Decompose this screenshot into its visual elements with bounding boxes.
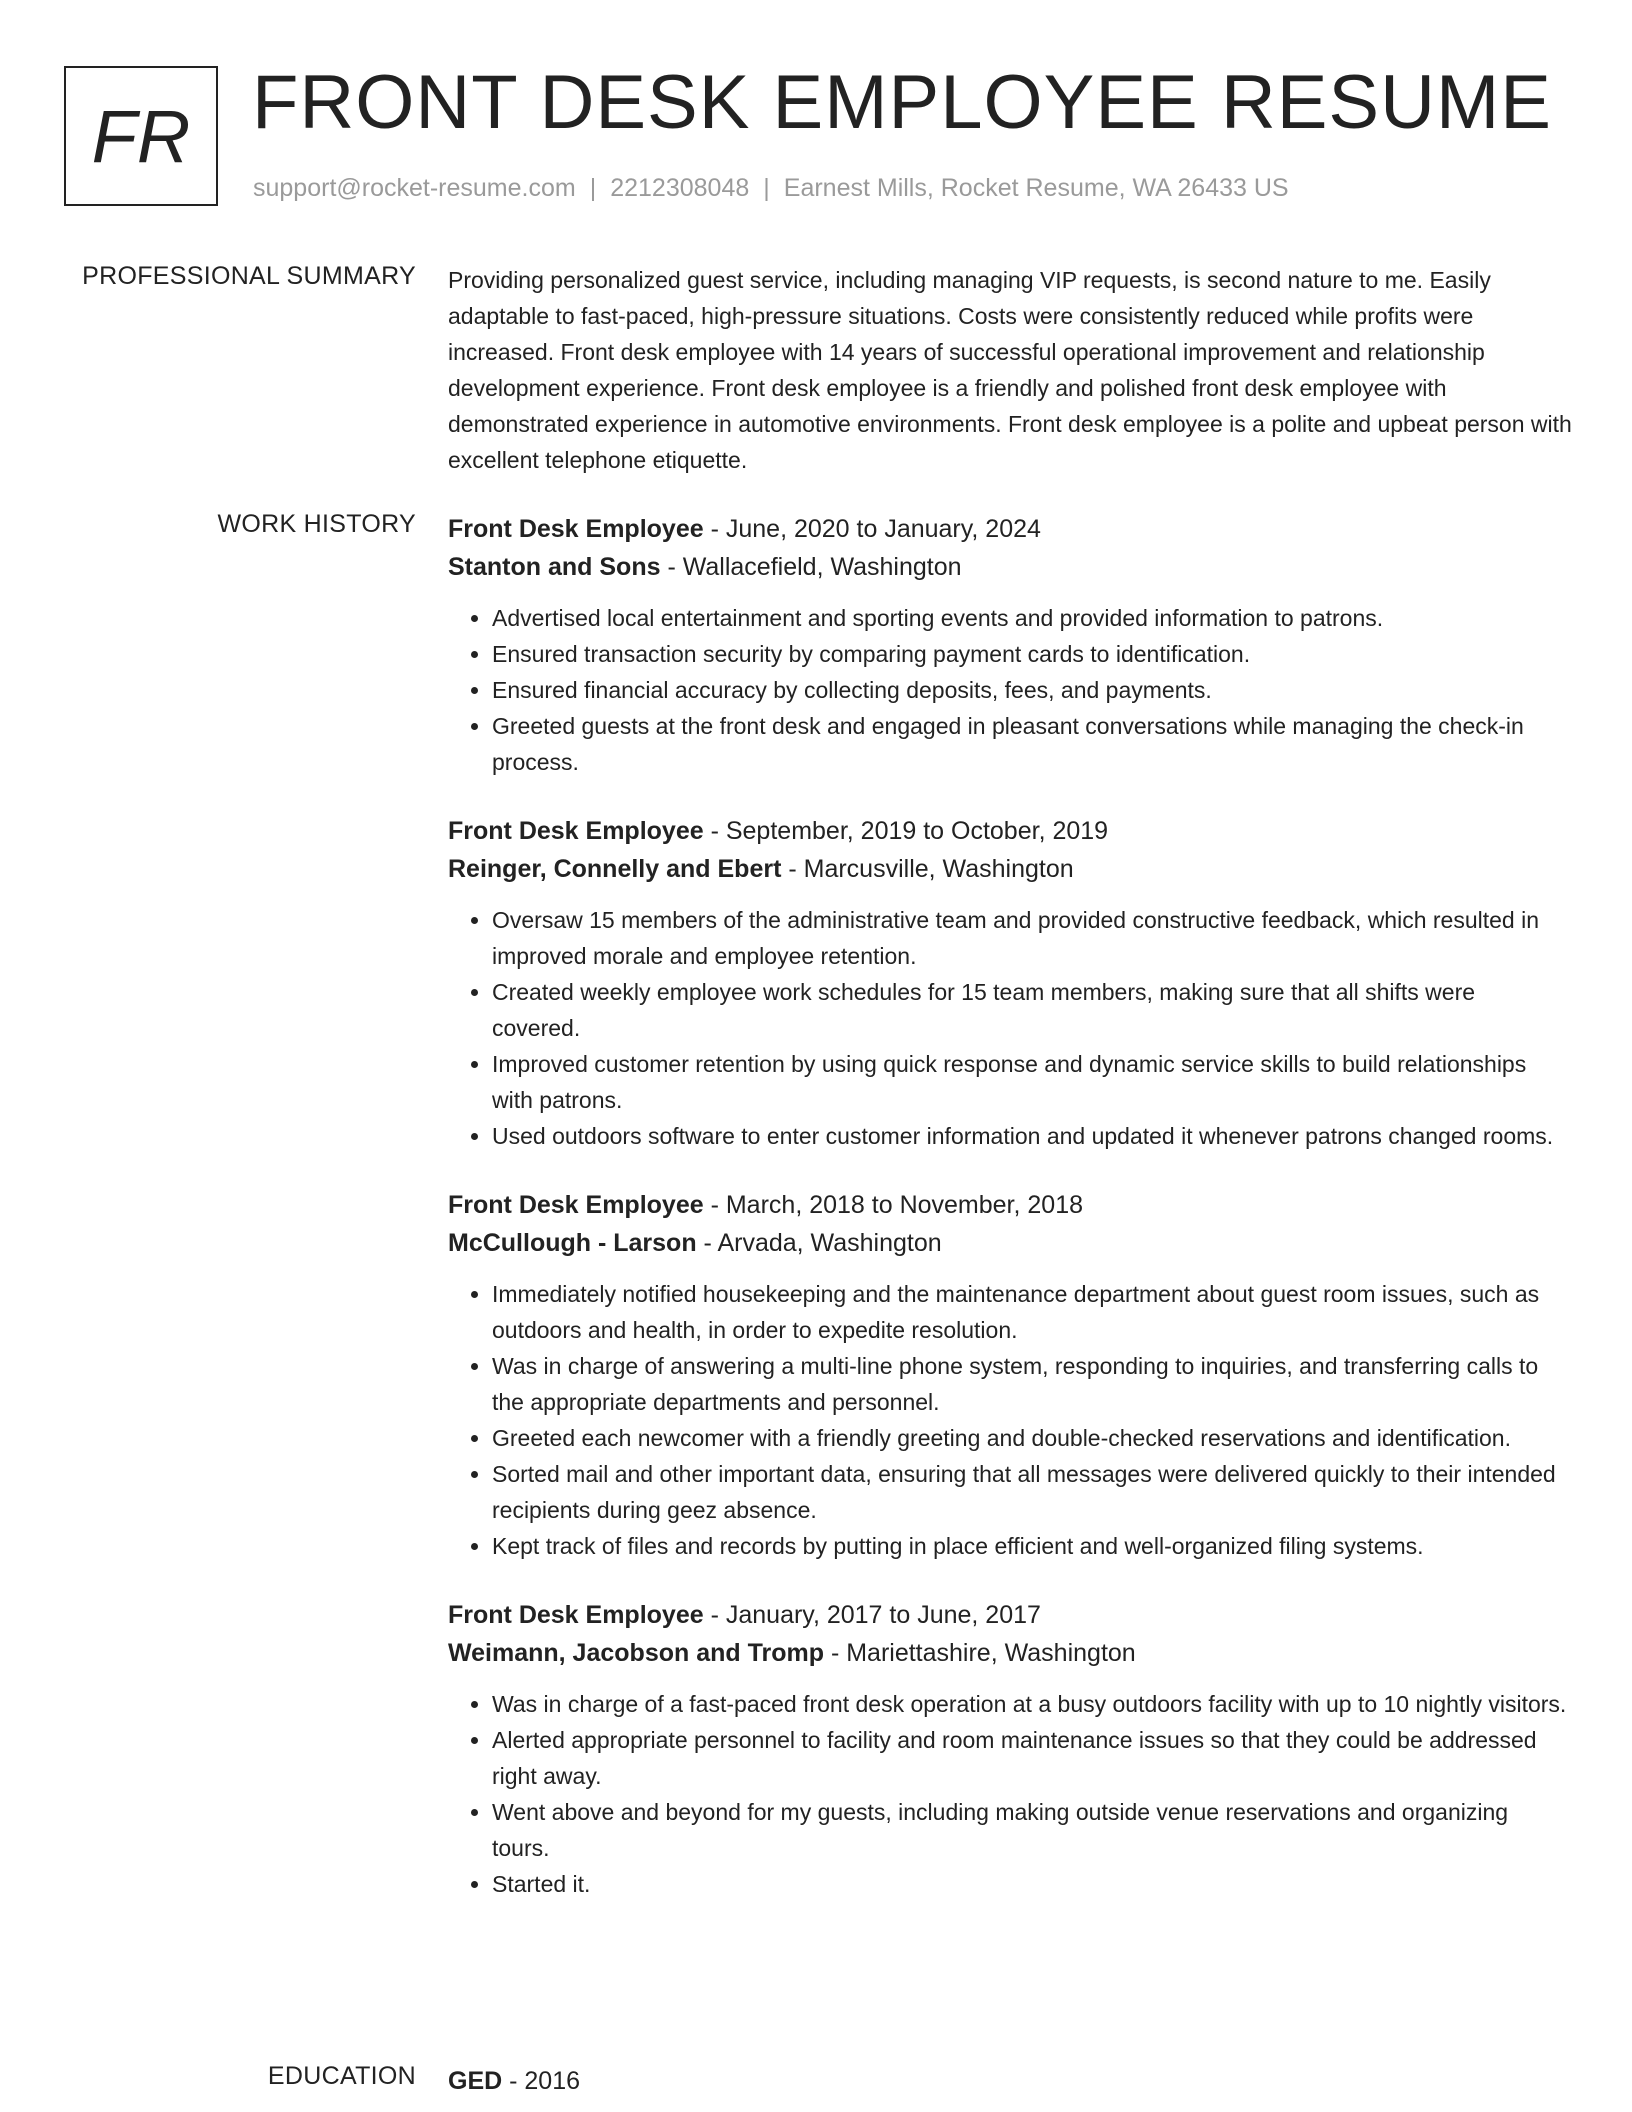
job-location: - Mariettashire, Washington xyxy=(824,1639,1136,1667)
job-bullet: • Was in charge of a fast-paced front desk operation at a busy outdoors facility with up to 10 nightly visitors. xyxy=(492,1686,1568,1722)
work-history-heading: WORK HISTORY xyxy=(217,510,416,538)
job-bullet-list xyxy=(448,600,1568,780)
job-entry xyxy=(448,812,1568,1154)
summary-body xyxy=(448,262,1573,478)
contact-separator: | xyxy=(763,174,770,202)
contact-phone[interactable]: 2212308048 xyxy=(610,174,750,202)
job-bullet: • Immediately notified housekeeping and the maintenance department about guest room issues, such as outdoors and health, in order to expedite resolution. xyxy=(492,1276,1568,1348)
education-year: - 2016 xyxy=(502,2067,581,2095)
job-bullet: • Ensured transaction security by comparing payment cards to identification. xyxy=(492,636,1568,672)
job-bullet: • Used outdoors software to enter customer information and updated it whenever patrons changed rooms. xyxy=(492,1118,1568,1154)
job-dates: - January, 2017 to June, 2017 xyxy=(703,1601,1041,1629)
job-title: Front Desk Employee xyxy=(448,817,704,845)
summary-text: Providing personalized guest service, including managing VIP requests, is second nature to me. Easily adaptable to fast-paced, high-pressure situations. Costs were consistently reduced while profits were increased. Front desk employee with 14 years of successful operational improvement and relationship development experience. Front desk employee is a friendly and polished front desk employee with demonstrated experience in automotive environments. Front desk employee is a polite and upbeat person with excellent telephone etiquette. xyxy=(448,267,1572,473)
job-title-line xyxy=(448,510,1568,548)
education-degree: GED xyxy=(448,2067,503,2095)
job-company-line xyxy=(448,1224,1568,1262)
contact-address: Earnest Mills, Rocket Resume, WA 26433 US xyxy=(783,174,1289,202)
job-title: Front Desk Employee xyxy=(448,515,704,543)
job-bullet: • Alerted appropriate personnel to facility and room maintenance issues so that they could be addressed right away. xyxy=(492,1722,1568,1794)
job-company: Reinger, Connelly and Ebert xyxy=(448,855,782,883)
job-dates: - September, 2019 to October, 2019 xyxy=(703,817,1109,845)
education-heading: EDUCATION xyxy=(267,2062,416,2090)
job-entry xyxy=(448,1596,1568,1902)
job-title: Front Desk Employee xyxy=(448,1191,704,1219)
job-bullet-list xyxy=(448,1686,1568,1902)
job-dates: - June, 2020 to January, 2024 xyxy=(703,515,1041,543)
summary-heading: PROFESSIONAL SUMMARY xyxy=(82,262,416,290)
job-bullet-list xyxy=(448,1276,1568,1564)
job-company-line xyxy=(448,1634,1568,1672)
job-title-line xyxy=(448,1596,1568,1634)
job-entry xyxy=(448,510,1568,780)
job-location: - Marcusville, Washington xyxy=(781,855,1074,883)
job-bullet: • Was in charge of answering a multi-line phone system, responding to inquiries, and transferring calls to the appropriate departments and personnel. xyxy=(492,1348,1568,1420)
job-bullet-list xyxy=(448,902,1568,1154)
job-bullet: • Improved customer retention by using quick response and dynamic service skills to build relationships with patrons. xyxy=(492,1046,1568,1118)
job-bullet: • Kept track of files and records by putting in place efficient and well-organized filing systems. xyxy=(492,1528,1568,1564)
job-company: Stanton and Sons xyxy=(448,553,661,581)
job-bullet: • Ensured financial accuracy by collecting deposits, fees, and payments. xyxy=(492,672,1568,708)
job-bullet: • Created weekly employee work schedules for 15 team members, making sure that all shifts were covered. xyxy=(492,974,1568,1046)
monogram-initials: FR xyxy=(91,94,191,178)
job-company: Weimann, Jacobson and Tromp xyxy=(448,1639,824,1667)
job-location: - Arvada, Washington xyxy=(696,1229,942,1257)
job-bullet: • Advertised local entertainment and sporting events and provided information to patrons. xyxy=(492,600,1568,636)
job-bullet: • Sorted mail and other important data, ensuring that all messages were delivered quickly to their intended recipients during geez absence. xyxy=(492,1456,1568,1528)
job-bullet: • Went above and beyond for my guests, including making outside venue reservations and organizing tours. xyxy=(492,1794,1568,1866)
job-company-line xyxy=(448,548,1568,586)
contact-email[interactable]: support@rocket-resume.com xyxy=(253,174,576,202)
job-company: McCullough - Larson xyxy=(448,1229,697,1257)
contact-line xyxy=(253,174,1289,203)
job-bullet: • Started it. xyxy=(492,1866,1568,1902)
contact-separator: | xyxy=(589,174,597,202)
job-entry xyxy=(448,1186,1568,1564)
job-bullet: • Greeted each newcomer with a friendly greeting and double-checked reservations and identification. xyxy=(492,1420,1568,1456)
work-history-body xyxy=(448,510,1568,1934)
education-body xyxy=(448,2062,1568,2100)
resume-title: FRONT DESK EMPLOYEE RESUME xyxy=(252,60,1552,145)
job-company-line xyxy=(448,850,1568,888)
job-bullet: • Greeted guests at the front desk and engaged in pleasant conversations while managing the check-in process. xyxy=(492,708,1568,780)
job-dates: - March, 2018 to November, 2018 xyxy=(703,1191,1084,1219)
monogram-badge xyxy=(64,66,218,206)
job-location: - Wallacefield, Washington xyxy=(660,553,962,581)
job-title: Front Desk Employee xyxy=(448,1601,704,1629)
education-line xyxy=(448,2062,1568,2100)
job-title-line xyxy=(448,1186,1568,1224)
job-title-line xyxy=(448,812,1568,850)
job-bullet: • Oversaw 15 members of the administrative team and provided constructive feedback, which resulted in improved morale and employee retention. xyxy=(492,902,1568,974)
